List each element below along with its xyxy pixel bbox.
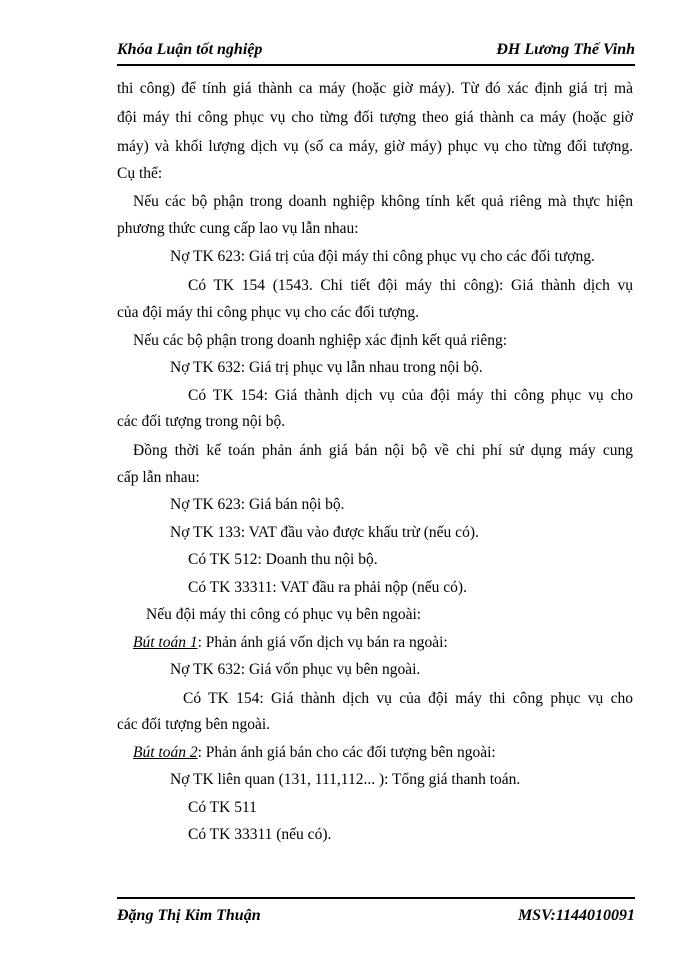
text-line: Nếu các bộ phận trong doanh nghiệp không tính kết quả riêng mà thực hiện <box>133 193 633 210</box>
text-line: Nếu các bộ phận trong doanh nghiệp xác định kết quả riêng: <box>133 332 508 349</box>
text-line: các đối tượng bên ngoài. <box>117 716 271 733</box>
but-toan-2-label: Bút toán 2 <box>133 744 198 761</box>
text-line: Bút toán 1: Phản ánh giá vốn dịch vụ bán ra ngoài: <box>133 634 448 651</box>
text-line: Nợ TK 623: Giá trị của đội máy thi công phục vụ cho các đối tượng. <box>170 248 595 265</box>
text-line: thi công) để tính giá thành ca máy (hoặc giờ máy). Từ đó xác định giá trị mà <box>117 80 633 97</box>
text-line: Có TK 154: Giá thành dịch vụ của đội máy thi công phục vụ cho <box>188 387 633 404</box>
text-line: Nợ TK 623: Giá bán nội bộ. <box>170 496 345 513</box>
page-header <box>117 41 635 66</box>
page-footer <box>117 897 635 924</box>
text-line: của đội máy thi công phục vụ cho các đối tượng. <box>117 304 419 321</box>
text-line: Có TK 154: Giá thành dịch vụ của đội máy thi công phục vụ cho <box>183 690 633 707</box>
but-toan-1-text: Phản ánh giá vốn dịch vụ bán ra ngoài: <box>205 634 448 651</box>
text-line: Có TK 33311 (nếu có). <box>188 826 332 843</box>
text-line: các đối tượng trong nội bộ. <box>117 413 286 430</box>
text-line: Nợ TK 133: VAT đầu vào được khấu trừ (nếu có). <box>170 524 479 541</box>
footer-student-id: MSV:1144010091 <box>517 907 635 924</box>
text-line: Có TK 33311: VAT đầu ra phải nộp (nếu có). <box>188 579 467 596</box>
text-line: đội máy thi công phục vụ cho từng đối tượng theo giá thành ca máy (hoặc giờ <box>117 109 633 126</box>
but-toan-2-text: Phản ánh giá bán cho các đối tượng bên ngoài: <box>205 744 496 761</box>
header-university: ĐH Lương Thế Vinh <box>496 41 635 58</box>
text-line: Có TK 511 <box>188 799 257 816</box>
text-line: cấp lẫn nhau: <box>117 469 200 486</box>
header-title: Khóa Luận tốt nghiệp <box>117 41 263 58</box>
text-line: Nếu đội máy thi công có phục vụ bên ngoài: <box>146 606 422 623</box>
text-line: Bút toán 2: Phản ánh giá bán cho các đối tượng bên ngoài: <box>133 744 496 761</box>
text-line: Có TK 154 (1543. Chi tiết đội máy thi công): Giá thành dịch vụ <box>188 277 633 294</box>
text-line: phương thức cung cấp lao vụ lẫn nhau: <box>117 220 359 237</box>
text-line: Cụ thể: <box>117 165 163 182</box>
text-line: Có TK 512: Doanh thu nội bộ. <box>188 551 378 568</box>
text-line: Nợ TK liên quan (131, 111,112... ): Tổng giá thanh toán. <box>170 771 521 788</box>
text-line: Nợ TK 632: Giá trị phục vụ lẫn nhau trong nội bộ. <box>170 359 483 376</box>
text-line: máy) và khối lượng dịch vụ (số ca máy, giờ máy) phục vụ cho từng đối tượng. <box>117 138 633 155</box>
text-line: Nợ TK 632: Giá vốn phục vụ bên ngoài. <box>170 661 421 678</box>
footer-author: Đặng Thị Kim Thuận <box>117 907 261 924</box>
but-toan-1-label: Bút toán 1 <box>133 634 198 651</box>
text-line: Đồng thời kế toán phản ánh giá bán nội bộ về chi phí sử dụng máy cung <box>133 442 633 459</box>
